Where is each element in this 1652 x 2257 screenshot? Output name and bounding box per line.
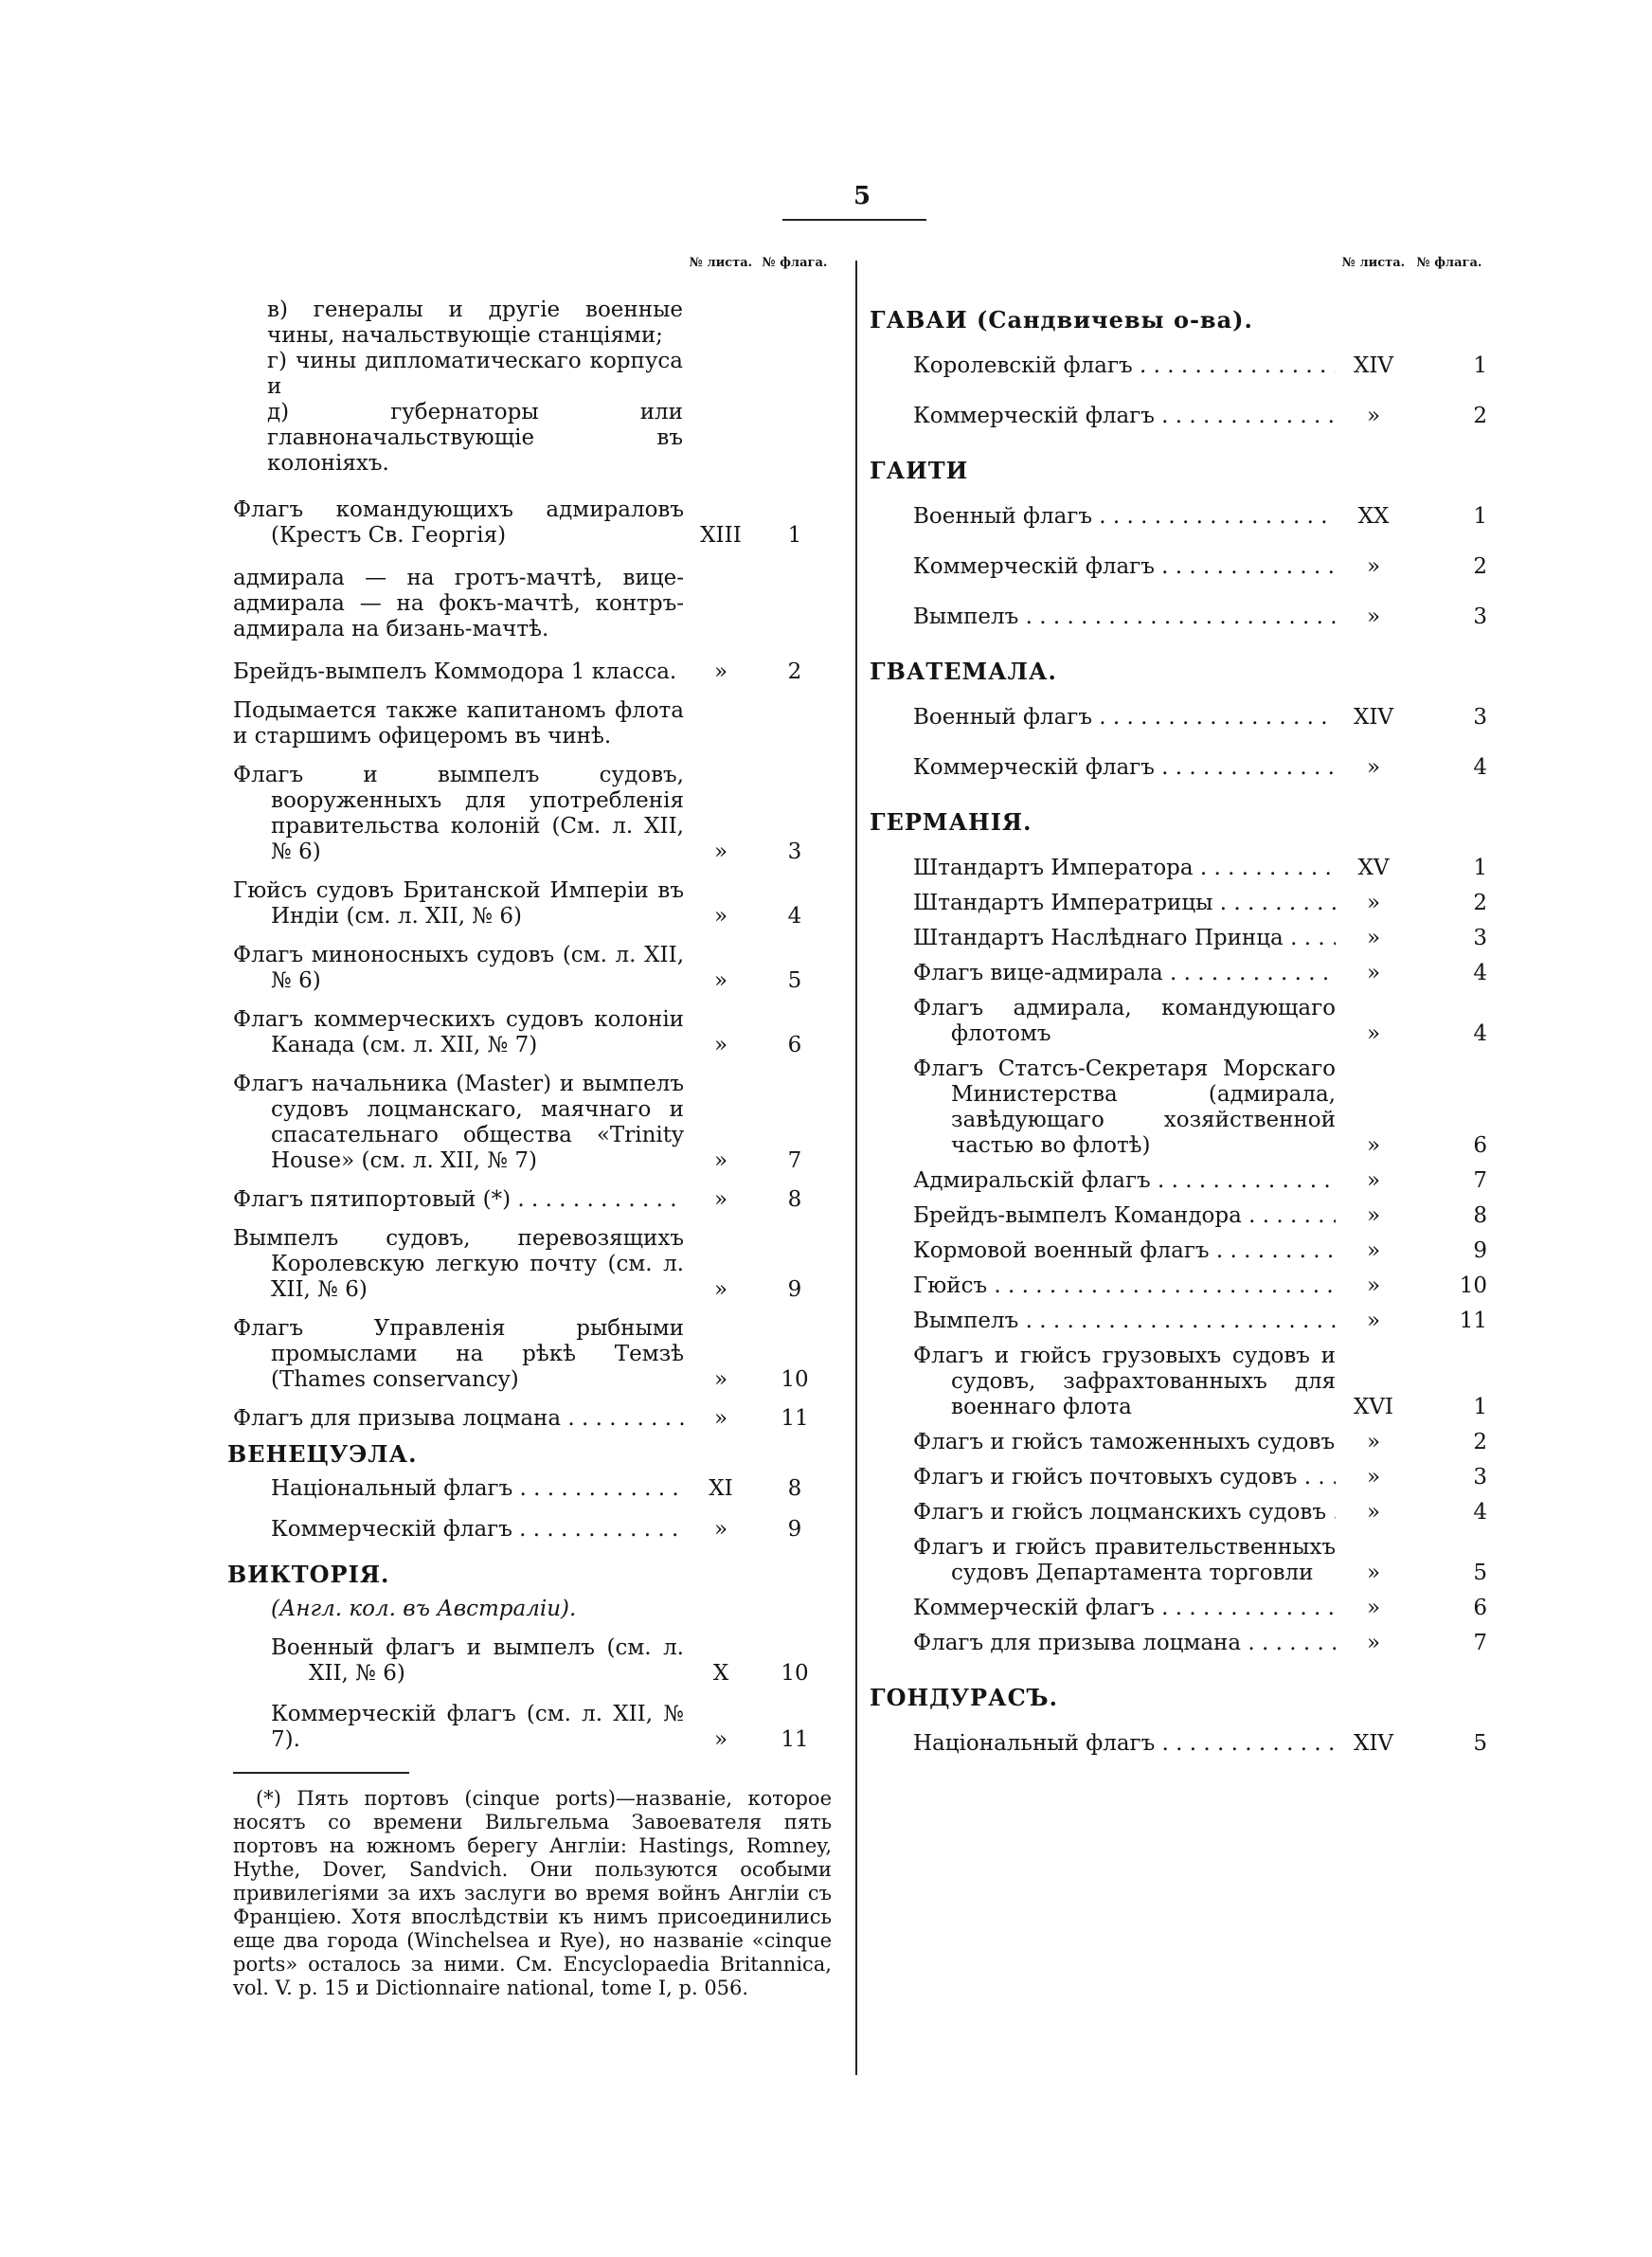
entry-text: Штандартъ Императора . . . bbox=[913, 856, 1336, 881]
entry-text: Коммерческій флагъ . . . bbox=[913, 404, 1336, 429]
flag-number-header: № флага. bbox=[1416, 256, 1482, 270]
entry-flag: 1 bbox=[1473, 353, 1487, 378]
entry-sheet: » bbox=[1366, 554, 1381, 579]
left-column-header bbox=[233, 256, 832, 298]
entry-flag: 4 bbox=[1473, 961, 1487, 985]
section-subtitle: (Англ. кол. въ Австраліи). bbox=[271, 1597, 577, 1621]
entry-sheet: » bbox=[1366, 755, 1381, 780]
entry-sheet: » bbox=[1366, 605, 1381, 629]
sheet-number-header: № листа. bbox=[1341, 256, 1406, 270]
list-item bbox=[875, 926, 1487, 951]
list-item bbox=[875, 1430, 1487, 1455]
left-column bbox=[227, 256, 832, 2000]
entry-flag: 7 bbox=[1473, 1631, 1487, 1655]
entry-text: Штандартъ Наслѣднаго Принца . . . bbox=[913, 926, 1336, 951]
list-item bbox=[875, 1238, 1487, 1264]
column-divider bbox=[855, 261, 857, 2075]
right-column-header bbox=[875, 256, 1487, 298]
entry-text: Флагъ для призыва лоцмана . . . bbox=[913, 1631, 1336, 1656]
list-item bbox=[875, 1273, 1487, 1299]
list-item bbox=[875, 961, 1487, 986]
entry-sheet: XIV bbox=[1353, 353, 1394, 378]
list-item bbox=[875, 705, 1487, 731]
list-item bbox=[875, 1344, 1487, 1420]
country-heading: ГАВАИ (Сандвичевы о-ва). bbox=[870, 306, 1253, 334]
entry-sheet: » bbox=[1366, 1238, 1381, 1263]
intro-line: д) губернаторы или главноначальствующіе въ колоніяхъ. bbox=[267, 400, 683, 476]
entry-flag: 8 bbox=[1473, 1203, 1487, 1228]
list-item bbox=[875, 1500, 1487, 1526]
entry-text: Коммерческій флагъ . . . bbox=[913, 1596, 1336, 1621]
entry-flag: 1 bbox=[1473, 504, 1487, 529]
entry-flag: 3 bbox=[1473, 705, 1487, 730]
entry-sheet: » bbox=[1366, 1133, 1381, 1158]
entry-text: Флагъ вице-адмирала . . . bbox=[913, 961, 1336, 986]
list-item bbox=[875, 1309, 1487, 1334]
entry-text: Адмиральскій флагъ . . . bbox=[913, 1168, 1336, 1194]
list-item bbox=[875, 1465, 1487, 1490]
page-number: 5 bbox=[853, 182, 871, 210]
entry-flag: 10 bbox=[1459, 1273, 1487, 1298]
entry-sheet: XVI bbox=[1353, 1395, 1394, 1419]
intro-line: г) чины дипломатическаго корпуса и bbox=[267, 349, 683, 399]
entry-sheet: » bbox=[1366, 1561, 1381, 1585]
list-item bbox=[875, 1203, 1487, 1229]
list-item: Коммерческій флагъ . . . » 9 bbox=[233, 1517, 832, 1543]
intro-list bbox=[233, 298, 683, 477]
country-heading: ГВАТЕМАЛА. bbox=[870, 658, 1057, 685]
entry-flag: 2 bbox=[1473, 554, 1487, 579]
list-item: Флагъ и вымпелъ судовъ, вооруженныхъ для употребленія правительства колоній (См. л. XII, № 6) » 3 bbox=[233, 763, 802, 864]
entry-flag: 4 bbox=[1473, 1021, 1487, 1046]
list-item bbox=[875, 1056, 1487, 1159]
entry-text: Флагъ и гюйсъ почтовыхъ судовъ . . . bbox=[913, 1465, 1336, 1490]
entry-flag: 5 bbox=[1473, 1561, 1487, 1585]
list-item: Флагъ миноносныхъ судовъ (см. л. XII, № 6) » 5 bbox=[233, 943, 802, 993]
list-note: адмирала — на гротъ-мачтѣ, вице-адмирала — на фокъ-мачтѣ, контръ-адмирала на бизань-мачтѣ. bbox=[233, 566, 684, 641]
entry-flag: 7 bbox=[1473, 1168, 1487, 1193]
entry-text: Національный флагъ . . . bbox=[913, 1731, 1336, 1757]
list-item bbox=[875, 504, 1487, 530]
entry-flag: 6 bbox=[1473, 1596, 1487, 1620]
entry-flag: 5 bbox=[1473, 1731, 1487, 1756]
entry-text: Военный флагъ . . . bbox=[913, 705, 1336, 731]
list-item bbox=[875, 755, 1487, 781]
entry-sheet: » bbox=[1366, 1021, 1381, 1046]
entry-sheet: » bbox=[1366, 1309, 1381, 1333]
entry-sheet: » bbox=[1366, 1596, 1381, 1620]
list-item bbox=[875, 1168, 1487, 1194]
entry-flag: 2 bbox=[1473, 891, 1487, 915]
list-item bbox=[875, 856, 1487, 881]
right-column bbox=[870, 256, 1487, 1757]
list-item: Флагъ начальника (Master) и вымпелъ судовъ лоцманскаго, маячнаго и спасательнаго общества «Trinity House» (см. л. XII, № 7) » 7 bbox=[233, 1072, 802, 1173]
entry-text: Флагъ и гюйсъ правительственныхъ судовъ Департамента торговли bbox=[913, 1535, 1336, 1585]
country-heading-venezuela: ВЕНЕЦУЭЛА. bbox=[227, 1440, 418, 1468]
entry-sheet: » bbox=[1366, 1500, 1381, 1525]
list-item bbox=[875, 554, 1487, 580]
country-heading: ГОНДУРАСЪ. bbox=[870, 1684, 1058, 1711]
footnote-rule bbox=[233, 1772, 409, 1774]
entry-sheet: » bbox=[1366, 404, 1381, 428]
entry-text: Военный флагъ . . . bbox=[913, 504, 1336, 530]
entry-sheet: XIV bbox=[1353, 1731, 1394, 1756]
entry-text: Кормовой военный флагъ . . . bbox=[913, 1238, 1336, 1264]
list-item: Вымпелъ судовъ, перевозящихъ Королевскую легкую почту (см. л. XII, № 6) » 9 bbox=[233, 1226, 802, 1302]
entry-sheet: » bbox=[1366, 1465, 1381, 1490]
country-heading-victoria: ВИКТОРІЯ. bbox=[227, 1561, 390, 1588]
list-item: Брейдъ-вымпелъ Коммодора 1 класса. » 2 bbox=[233, 659, 802, 684]
list-item: Военный флагъ и вымпелъ (см. л. XII, № 6) X 10 bbox=[271, 1635, 809, 1686]
sheet-number-header: № листа. bbox=[689, 256, 753, 270]
entry-text: Коммерческій флагъ . . . bbox=[913, 554, 1336, 580]
list-item: Флагъ коммерческихъ судовъ колоніи Канада (см. л. XII, № 7) » 6 bbox=[233, 1007, 802, 1057]
list-item: Флагъ Управленія рыбными промыслами на рѣкѣ Темзѣ (Thames conservancy) » 10 bbox=[233, 1316, 809, 1392]
list-item: Флагъ для призыва лоцмана . . . » 11 bbox=[233, 1406, 832, 1432]
list-item: Флагъ командующихъ адмираловъ (Крестъ Св. Георгія) XIII 1 bbox=[233, 497, 802, 548]
entry-flag: 9 bbox=[1473, 1238, 1487, 1263]
entry-text: Гюйсъ . . . bbox=[913, 1273, 1336, 1299]
entry-sheet: » bbox=[1366, 1168, 1381, 1193]
entry-sheet: XIV bbox=[1353, 705, 1394, 730]
list-item bbox=[875, 605, 1487, 630]
list-item bbox=[875, 353, 1487, 379]
entry-text: Флагъ и гюйсъ лоцманскихъ судовъ . . . bbox=[913, 1500, 1336, 1526]
list-item: Коммерческій флагъ (см. л. XII, № 7). » 11 bbox=[271, 1702, 809, 1752]
country-heading: ГЕРМАНІЯ. bbox=[870, 808, 1032, 836]
list-note: Подымается также капитаномъ флота и старшимъ офицеромъ въ чинѣ. bbox=[233, 698, 684, 749]
list-item bbox=[875, 404, 1487, 429]
entry-flag: 2 bbox=[1473, 1430, 1487, 1454]
entry-text: Королевскій флагъ . . . bbox=[913, 353, 1336, 379]
entry-sheet: » bbox=[1366, 1273, 1381, 1298]
entry-sheet: » bbox=[1366, 926, 1381, 950]
entry-flag: 4 bbox=[1473, 1500, 1487, 1525]
entry-text: Флагъ Статсъ-Секретаря Морскаго Министерства (адмирала, завѣдующаго хозяйственной частью во флотѣ) bbox=[913, 1056, 1336, 1158]
entry-sheet: » bbox=[1366, 1203, 1381, 1228]
entry-flag: 1 bbox=[1473, 856, 1487, 880]
list-item bbox=[875, 1631, 1487, 1656]
country-heading: ГАИТИ bbox=[870, 457, 969, 484]
footnote: (*) Пять портовъ (cinque ports)—названіе, которое носятъ со времени Вильгельма Завоевателя пять портовъ на южномъ берегу Англіи: Hastings, Romney, Hythe, Dover, Sandvich. Они пользуются особыми привилегіями за ихъ заслуги во время войнъ Англіи съ Франціею. Хотя впослѣдствіи къ нимъ присоединились еще два города (Winchelsea и Rye), но названіе «cinque ports» осталось за ними. См. Encyclopaedia Britannica, vol. V. p. 15 и Dictionnaire national, tome I, p. 056. bbox=[233, 1787, 832, 1999]
entry-sheet: » bbox=[1366, 891, 1381, 915]
entry-flag: 11 bbox=[1459, 1309, 1487, 1333]
list-item: Національный флагъ . . . XI 8 bbox=[233, 1476, 832, 1502]
list-item bbox=[875, 1535, 1487, 1586]
entry-flag: 4 bbox=[1473, 755, 1487, 780]
entry-flag: 3 bbox=[1473, 605, 1487, 629]
entry-sheet: XV bbox=[1357, 856, 1390, 880]
entry-text: Флагъ и гюйсъ грузовыхъ судовъ и судовъ, зафрахтованныхъ для военнаго флота bbox=[913, 1344, 1336, 1419]
right-sections bbox=[870, 306, 1487, 1757]
entry-sheet: XX bbox=[1357, 504, 1390, 529]
flag-number-header: № флага. bbox=[762, 256, 828, 270]
entry-flag: 1 bbox=[1473, 1395, 1487, 1419]
entry-text: Брейдъ-вымпелъ Командора . . . bbox=[913, 1203, 1336, 1229]
entry-text: Вымпелъ . . . bbox=[913, 605, 1336, 630]
entry-flag: 3 bbox=[1473, 926, 1487, 950]
list-item bbox=[875, 996, 1487, 1047]
entry-flag: 3 bbox=[1473, 1465, 1487, 1490]
entry-flag: 6 bbox=[1473, 1133, 1487, 1158]
entry-flag: 2 bbox=[1473, 404, 1487, 428]
list-item: Гюйсъ судовъ Британской Имперіи въ Индіи (см. л. XII, № 6) » 4 bbox=[233, 878, 802, 929]
entry-sheet: » bbox=[1366, 1631, 1381, 1655]
entry-sheet: » bbox=[1366, 961, 1381, 985]
list-item bbox=[875, 891, 1487, 916]
intro-line: в) генералы и другіе военные чины, начальствующіе станціями; bbox=[267, 298, 683, 348]
list-item bbox=[875, 1596, 1487, 1621]
entry-text: Флагъ адмирала, командующаго флотомъ bbox=[913, 996, 1336, 1046]
list-item: Флагъ пятипортовый (*) . . . » 8 bbox=[233, 1187, 832, 1213]
list-item bbox=[875, 1731, 1487, 1757]
page-number-rule bbox=[782, 219, 926, 221]
entry-text: Штандартъ Императрицы . . . bbox=[913, 891, 1336, 916]
entry-text: Коммерческій флагъ . . . bbox=[913, 755, 1336, 781]
entry-sheet: » bbox=[1366, 1430, 1381, 1454]
entry-text: Флагъ и гюйсъ таможенныхъ судовъ . . . bbox=[913, 1430, 1336, 1455]
entry-text: Вымпелъ . . . bbox=[913, 1309, 1336, 1334]
